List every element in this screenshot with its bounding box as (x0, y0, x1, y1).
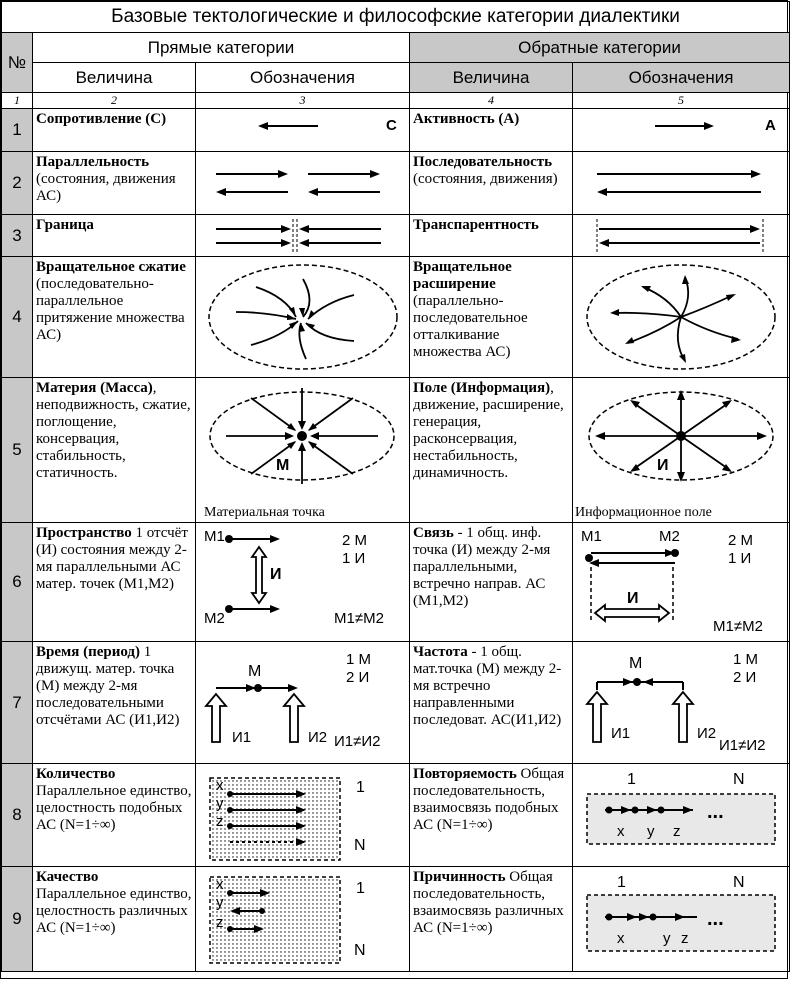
direct-description: (последовательно-параллельное притяжение множества АС) (36, 276, 185, 343)
inverse-title: Связь (413, 525, 454, 541)
border-diagram (196, 215, 409, 256)
arrow-head (258, 122, 268, 130)
information-label: И (657, 457, 669, 474)
inverse-figure (573, 642, 790, 764)
inverse-title: Последовательность (413, 154, 553, 170)
inverse-quantity (410, 152, 573, 215)
col-index-4: 4 (410, 93, 573, 109)
count-mass: 1 М (346, 651, 372, 668)
header-direct: Прямые категории (33, 33, 410, 63)
m-label: М (248, 663, 262, 680)
direct-figure (196, 867, 410, 972)
n-label: N (733, 874, 745, 891)
inverse-description: , движение, расширение, генерация, расконсервация, нестабильность, динамичность. (413, 380, 564, 481)
quality-diagram (196, 867, 409, 971)
direct-description: Параллельное единство, целостность различных АС (N=1÷∞) (36, 886, 192, 936)
table-title: Базовые тектологические и философские категории диалектики (2, 2, 790, 33)
resistance-diagram (196, 109, 409, 151)
inverse-description: (параллельно-последовательное отталкивание множества АС) (413, 293, 528, 360)
inverse-title: Активность (А) (413, 111, 520, 127)
causality-diagram (573, 867, 789, 971)
direct-figure (196, 764, 410, 867)
direct-title: Пространство (36, 525, 132, 541)
count-info: 2 И (346, 669, 370, 686)
resistance-label: С (386, 117, 397, 134)
information-field-diagram (573, 378, 789, 522)
material-point-diagram (196, 378, 409, 522)
col-index-1: 1 (2, 93, 33, 109)
ellipsis-label: ... (707, 801, 724, 823)
inverse-figure (573, 109, 790, 152)
direct-quantity (33, 257, 196, 378)
col-index-3: 3 (196, 93, 410, 109)
direct-title: Вращательное сжатие (36, 259, 186, 275)
count-info: 1 И (728, 550, 752, 567)
x-label: x (216, 777, 224, 794)
direct-figure (196, 215, 410, 257)
inverse-title: Повторяемость (413, 766, 517, 782)
i2-label: И2 (308, 729, 328, 746)
arrow-head (704, 122, 714, 130)
count-mass: 2 М (342, 532, 368, 549)
inequality-label: M1≠M2 (713, 618, 763, 635)
direct-description: , неподвижность, сжатие, поглощение, консервация, стабильность, статичность. (36, 380, 191, 481)
row-number: 2 (2, 152, 33, 215)
direct-description: 1 движущ. матер. точка (М) между 2-мя последовательными отсчётами АС (И1,И2) (36, 644, 180, 728)
one-label: 1 (356, 880, 365, 897)
inverse-description: Общая последовательность, взаимосвязь подобных АС (N=1÷∞) (413, 766, 565, 833)
header-quantity-direct: Величина (33, 63, 196, 93)
inverse-figure (573, 523, 790, 642)
direct-quantity (33, 523, 196, 642)
header-notation-inverse: Обозначения (573, 63, 790, 93)
inverse-figure (573, 867, 790, 972)
inverse-quantity (410, 642, 573, 764)
z-label: z (681, 930, 689, 947)
m1-label: M1 (581, 528, 602, 545)
direct-quantity (33, 764, 196, 867)
i1-label: И1 (232, 729, 252, 746)
transparency-diagram (573, 215, 789, 256)
n-label: N (354, 942, 366, 959)
direct-figure (196, 152, 410, 215)
direct-title: Параллельность (36, 154, 150, 170)
direct-description: 1 отсчёт (И) состояния между 2-мя параллельными АС матер. точек (M1,M2) (36, 525, 188, 592)
direct-title: Качество (36, 869, 99, 885)
n-label: N (733, 771, 745, 788)
rotational-compression-diagram (196, 257, 409, 377)
direct-figure (196, 378, 410, 523)
direct-figure (196, 523, 410, 642)
direct-quantity (33, 152, 196, 215)
direct-quantity (33, 215, 196, 257)
inequality-label: M1≠M2 (334, 610, 384, 627)
row-number: 1 (2, 109, 33, 152)
i2-label: И2 (697, 725, 717, 742)
inverse-title: Вращательное расширение (413, 259, 512, 292)
direct-quantity (33, 867, 196, 972)
x-label: x (617, 930, 625, 947)
z-label: z (216, 813, 224, 830)
inverse-figure (573, 764, 790, 867)
m2-label: M2 (659, 528, 680, 545)
quantity-diagram (196, 764, 409, 866)
direct-figure (196, 257, 410, 378)
inverse-figure (573, 378, 790, 523)
one-label: 1 (356, 779, 365, 796)
one-label: 1 (617, 874, 626, 891)
row-number: 4 (2, 257, 33, 378)
inverse-title: Причинность (413, 869, 506, 885)
mass-label: М (276, 457, 290, 474)
inverse-quantity (410, 867, 573, 972)
count-mass: 1 М (733, 651, 759, 668)
header-inverse: Обратные категории (410, 33, 790, 63)
i-label: И (627, 590, 639, 607)
i-label: И (270, 566, 282, 583)
header-notation-direct: Обозначения (196, 63, 410, 93)
inverse-figure (573, 257, 790, 378)
m2-label: M2 (204, 610, 225, 627)
header-num: № (2, 33, 33, 93)
direct-description: Параллельное единство, целостность подобных АС (N=1÷∞) (36, 783, 192, 833)
inverse-description: - 1 общ. инф. точка (И) между 2-мя параллельными, встречно направ. АС (M1,M2) (413, 525, 551, 609)
direct-title: Время (период) (36, 644, 141, 660)
inequality-label: И1≠И2 (334, 733, 381, 750)
inverse-quantity (410, 378, 573, 523)
activity-diagram (573, 109, 789, 151)
direct-quantity (33, 109, 196, 152)
inverse-description: (состояния, движения) (413, 171, 558, 187)
direct-title: Количество (36, 766, 116, 782)
x-label: x (617, 823, 625, 840)
space-diagram (196, 523, 409, 641)
row-number: 9 (2, 867, 33, 972)
z-label: z (216, 914, 224, 931)
material-point-caption: Материальная точка (204, 505, 325, 520)
direct-figure (196, 109, 410, 152)
direct-title: Сопротивление (С) (36, 111, 167, 127)
connection-diagram (573, 523, 789, 641)
row-number: 6 (2, 523, 33, 642)
categories-table (1, 1, 790, 972)
direct-title: Граница (36, 217, 94, 233)
direct-title: Материя (Масса) (36, 380, 153, 396)
information-field-caption: Информационное поле (575, 505, 712, 520)
y-label: y (216, 795, 224, 812)
inverse-title: Поле (Информация) (413, 380, 551, 396)
col-index-2: 2 (33, 93, 196, 109)
repeatability-diagram (573, 764, 789, 866)
inverse-figure (573, 152, 790, 215)
count-info: 2 И (733, 669, 757, 686)
inequality-label: И1≠И2 (719, 737, 766, 754)
header-quantity-inverse: Величина (410, 63, 573, 93)
one-label: 1 (627, 771, 636, 788)
time-diagram (196, 642, 409, 763)
count-info: 1 И (342, 550, 366, 567)
y-label: y (216, 894, 224, 911)
inverse-quantity (410, 215, 573, 257)
inverse-quantity (410, 109, 573, 152)
direct-quantity (33, 378, 196, 523)
inverse-title: Частота (413, 644, 468, 660)
sequence-diagram (573, 152, 789, 214)
inverse-description: - 1 общ. мат.точка (М) между 2-мя встречно направленными последоват. АС(И1,И2) (413, 644, 562, 728)
x-label: x (216, 876, 224, 893)
n-label: N (354, 837, 366, 854)
row-number: 5 (2, 378, 33, 523)
inverse-quantity (410, 523, 573, 642)
ellipsis-label: ... (707, 908, 724, 930)
m1-label: M1 (204, 528, 225, 545)
inverse-quantity (410, 257, 573, 378)
direct-quantity (33, 642, 196, 764)
parallelism-diagram (196, 152, 409, 214)
y-label: y (663, 930, 671, 947)
row-number: 8 (2, 764, 33, 867)
activity-label: А (765, 117, 776, 134)
inverse-quantity (410, 764, 573, 867)
direct-figure (196, 642, 410, 764)
z-label: z (673, 823, 681, 840)
row-number: 3 (2, 215, 33, 257)
inverse-figure (573, 215, 790, 257)
direct-description: (состояния, движения АС) (36, 171, 176, 204)
rotational-expansion-diagram (573, 257, 789, 377)
row-number: 7 (2, 642, 33, 764)
inverse-description: Общая последовательность, взаимосвязь различных АС (N=1÷∞) (413, 869, 564, 936)
count-mass: 2 М (728, 532, 754, 549)
y-label: y (647, 823, 655, 840)
m-label: М (629, 655, 643, 672)
inverse-title: Транспарентность (413, 217, 539, 233)
frequency-diagram (573, 642, 789, 763)
col-index-5: 5 (573, 93, 790, 109)
i1-label: И1 (611, 725, 631, 742)
